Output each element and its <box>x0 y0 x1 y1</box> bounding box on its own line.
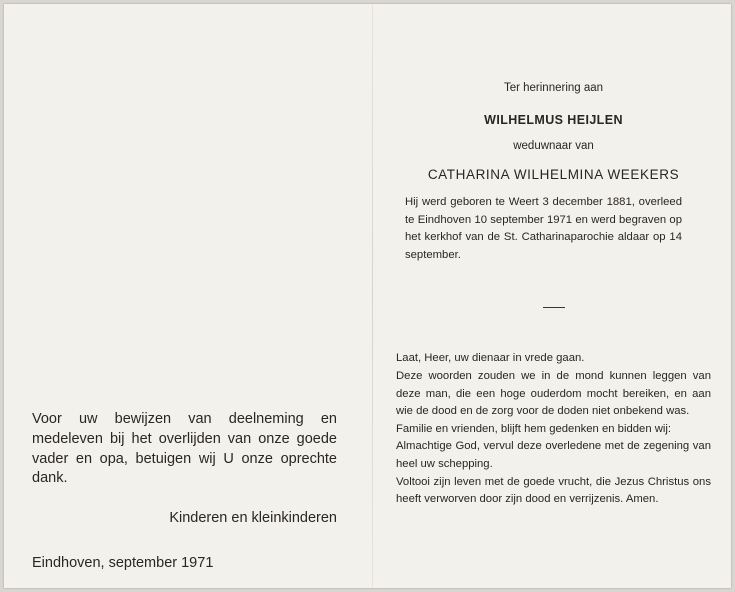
prayer-line: Voltooi zijn leven met de goede vrucht, die Jezus Christus ons heeft verworven door zijn dood en verrijzenis. Amen. <box>396 475 711 506</box>
prayer-line: Laat, Heer, uw dienaar in vrede gaan. <box>396 352 585 365</box>
fold-line <box>372 4 373 588</box>
prayer-line: Deze woorden zouden we in de mond kunnen leggen van deze man, die een hoge ouderdom mocht bereiken, en aan wie de dood en de zorg voor de doden niet onbekend was. <box>396 369 711 418</box>
thanks-text: Voor uw bewijzen van deelneming en medeleven bij het overlijden van onze goede vader en opa, betuigen wij U onze oprechte dank. <box>32 411 337 487</box>
prayer <box>396 350 711 508</box>
prayer-line: Almachtige God, vervul deze overledene met de zegening van heel uw schepping. <box>396 440 711 470</box>
biography: Hij werd geboren te Weert 3 december 1881, overleed te Eindhoven 10 september 1971 en werd begraven op het kerkhof van de St. Catharinaparochie aldaar op 14 september. <box>405 196 682 261</box>
place-date: Eindhoven, september 1971 <box>32 554 214 571</box>
widower-of-text: weduwnaar van <box>513 140 594 152</box>
spouse-name: CATHARINA WILHELMINA WEEKERS <box>427 167 680 182</box>
deceased-name: WILHELMUS HEIJLEN <box>484 113 623 127</box>
intro-text: Ter herinnering aan <box>503 82 604 94</box>
divider <box>543 307 565 308</box>
memorial-card <box>4 4 731 588</box>
signature: Kinderen en kleinkinderen <box>169 510 337 527</box>
prayer-line: Familie en vrienden, blijft hem gedenken en bidden wij: <box>396 422 672 435</box>
left-panel <box>32 410 337 574</box>
right-panel <box>396 82 711 509</box>
